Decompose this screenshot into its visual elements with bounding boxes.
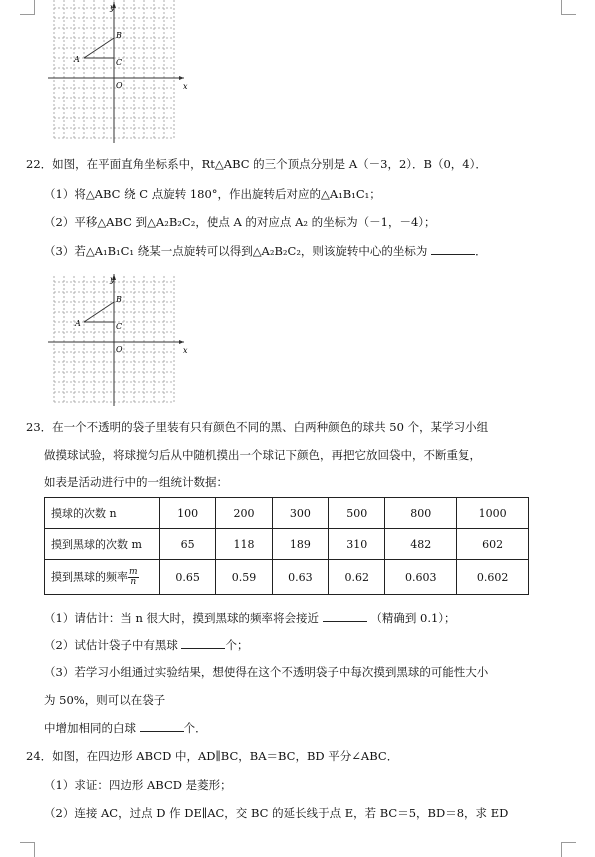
q23-stem-line-1 — [26, 419, 488, 435]
table-cell: 310 — [329, 529, 385, 560]
point-a-label: A — [75, 319, 81, 328]
crop-mark-bottom-right — [561, 842, 576, 857]
q23-part-2-blank[interactable] — [181, 636, 225, 649]
table-cell: 189 — [272, 529, 328, 560]
coordinate-grid-figure-1 — [40, 0, 190, 145]
table-cell: 0.62 — [329, 560, 385, 595]
q23-part-2-suffix: 个； — [225, 638, 249, 652]
row-header-draws: 摸球的次数 n — [45, 498, 160, 529]
q23-part-3-blank[interactable] — [140, 719, 184, 732]
x-axis-label: x — [183, 82, 188, 91]
frequency-fraction — [128, 568, 139, 587]
point-b-label: B — [116, 31, 122, 40]
y-axis-label: y — [110, 3, 115, 12]
table-cell: 800 — [385, 498, 457, 529]
fraction-denominator: n — [130, 576, 137, 587]
q23-part-1-suffix: （精确到 0.1）； — [370, 611, 456, 625]
table-cell: 602 — [457, 529, 529, 560]
point-a-label: A — [74, 55, 80, 64]
q23-part-1-text: （1）请估计：当 n 很大时，摸到黑球的频率将会接近 — [44, 611, 320, 625]
q24-stem — [26, 748, 398, 764]
q22-answer-blank[interactable] — [431, 242, 475, 255]
q22-part-1: （1）将△ABC 绕 C 点旋转 180°，作出旋转后对应的△A₁B₁C₁； — [44, 187, 381, 201]
q22-stem — [26, 156, 487, 172]
q24-part-1: （1）求证：四边形 ABCD 是菱形； — [44, 778, 232, 792]
q22-part-3-end: ． — [475, 244, 487, 258]
table-cell: 118 — [216, 529, 272, 560]
q23-part-3-suffix: 个． — [183, 721, 207, 735]
crop-mark-top-right — [561, 0, 576, 15]
frequency-label: 摸到黑球的频率 — [51, 570, 128, 583]
q23-part-3-line-3 — [44, 719, 207, 736]
q23-number: 23． — [26, 420, 53, 434]
q23-part-1 — [44, 609, 456, 626]
y-axis-label: y — [110, 275, 115, 284]
statistics-table — [44, 497, 529, 595]
q23-part-2-text: （2）试估计袋子中有黑球 — [44, 638, 178, 652]
q22-part-3 — [44, 242, 487, 259]
table-cell: 300 — [272, 498, 328, 529]
crop-mark-bottom-left — [20, 842, 35, 857]
table-row — [45, 560, 529, 595]
coordinate-grid-figure-2 — [46, 272, 196, 407]
q22-stem-text: 如图，在平面直角坐标系中，Rt△ABC 的三个顶点分别是 A（－3，2）．B（0，4）． — [52, 157, 487, 171]
origin-label: O — [116, 81, 123, 90]
origin-label: O — [116, 345, 123, 354]
table-cell: 65 — [160, 529, 216, 560]
table-cell: 0.59 — [216, 560, 272, 595]
point-b-label: B — [116, 295, 122, 304]
table-cell: 0.602 — [457, 560, 529, 595]
q23-part-3-line-2: 为 50%，则可以在袋子 — [44, 693, 166, 707]
point-c-label: C — [116, 58, 123, 67]
q22-part-2: （2）平移△ABC 到△A₂B₂C₂，使点 A 的对应点 A₂ 的坐标为（－1，－4）； — [44, 215, 436, 229]
row-header-black-count: 摸到黑球的次数 m — [45, 529, 160, 560]
point-c-label: C — [116, 322, 123, 331]
table-cell: 1000 — [457, 498, 529, 529]
table-cell: 482 — [385, 529, 457, 560]
table-cell: 0.603 — [385, 560, 457, 595]
x-axis-label: x — [183, 346, 188, 355]
q23-part-2 — [44, 636, 248, 653]
q24-number: 24． — [26, 749, 53, 763]
q23-stem-line-2: 做摸球试验，将球搅匀后从中随机摸出一个球记下颜色，再把它放回袋中，不断重复， — [44, 448, 481, 462]
q24-stem-text: 如图，在四边形 ABCD 中，AD∥BC，BA＝BC，BD 平分∠ABC． — [52, 749, 399, 763]
row-header-frequency — [45, 560, 160, 595]
table-row — [45, 529, 529, 560]
q23-part-1-blank[interactable] — [323, 609, 367, 622]
q23-stem-text-1: 在一个不透明的袋子里装有只有颜色不同的黑、白两种颜色的球共 50 个，某学习小组 — [52, 420, 489, 434]
q22-number: 22． — [26, 157, 53, 171]
q22-part-3-text: （3）若△A₁B₁C₁ 绕某一点旋转可以得到△A₂B₂C₂，则该旋转中心的坐标为 — [44, 244, 428, 258]
fraction-numerator: m — [129, 566, 138, 577]
q23-stem-line-3: 如表是活动进行中的一组统计数据： — [44, 475, 228, 489]
q24-part-2: （2）连接 AC，过点 D 作 DE∥AC，交 BC 的延长线于点 E，若 BC＝5，BD＝8，求 ED — [44, 806, 509, 820]
table-row — [45, 498, 529, 529]
q23-part-3-text: 中增加相同的白球 — [44, 721, 136, 735]
table-cell: 100 — [160, 498, 216, 529]
table-cell: 0.63 — [272, 560, 328, 595]
table-cell: 0.65 — [160, 560, 216, 595]
crop-mark-top-left — [20, 0, 35, 15]
table-cell: 500 — [329, 498, 385, 529]
table-cell: 200 — [216, 498, 272, 529]
q23-part-3-line-1: （3）若学习小组通过实验结果，想使得在这个不透明袋子中每次摸到黑球的可能性大小 — [44, 665, 489, 679]
